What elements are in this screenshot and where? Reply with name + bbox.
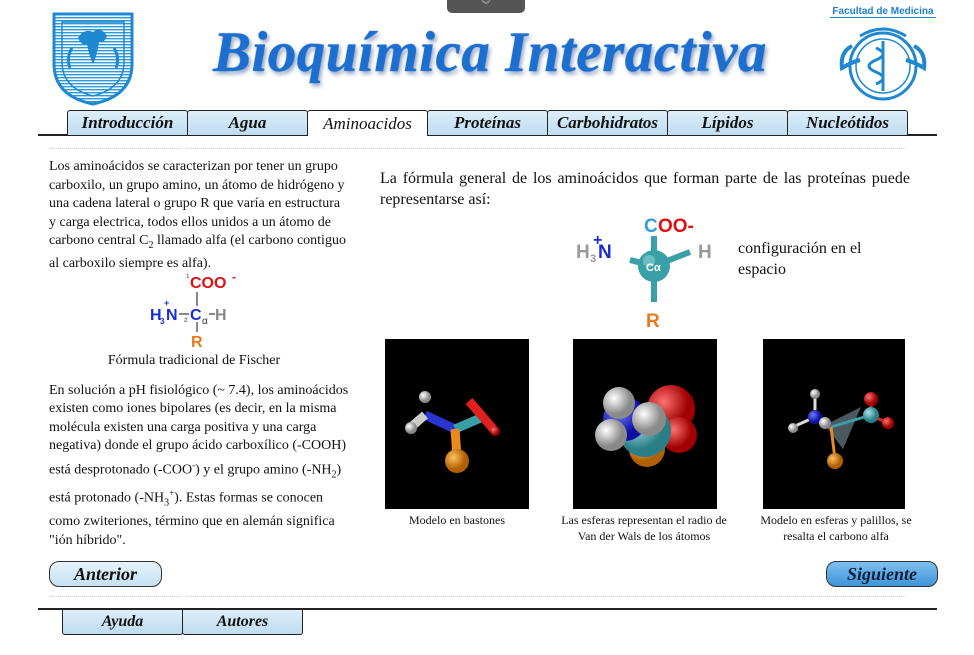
fischer-n: N (166, 307, 178, 324)
divider (186, 148, 906, 149)
subscript: 3 (164, 497, 170, 509)
tab-ayuda[interactable]: Ayuda (62, 610, 183, 635)
unam-logo (48, 8, 138, 106)
space-h3: H (576, 242, 590, 263)
tab-proteinas[interactable]: Proteínas (427, 110, 548, 135)
fischer-c: C (190, 307, 202, 324)
fischer-n-plus: + (164, 298, 170, 308)
ball-stick-model-caption: Modelo en esferas y palillos, se resalta el carbono alfa (760, 513, 912, 543)
tab-autores[interactable]: Autores (182, 610, 303, 635)
subscript: 2 (331, 469, 337, 481)
space-h: H (698, 242, 712, 263)
intro-paragraph (49, 158, 349, 274)
fischer-alpha: α (202, 316, 208, 327)
chevron-down-icon: ︾ (481, 1, 491, 11)
zw-text-3: ) está protonado (-NH (49, 462, 342, 507)
fischer-r: R (191, 334, 203, 351)
tab-agua[interactable]: Agua (187, 110, 308, 135)
next-button[interactable]: Siguiente (826, 561, 938, 587)
divider (186, 596, 906, 597)
space-ca: Cα (646, 262, 661, 274)
previous-button[interactable]: Anterior (49, 561, 162, 587)
tab-carbohidratos[interactable]: Carbohidratos (547, 110, 668, 135)
ball-stick-model-image (763, 339, 905, 509)
zw-text-1: En solución a pH fisiológico (~ 7.4), los aminoácidos existen como iones bipolares (es decir, en la misma molécula existen una carga positiva y una carga negativa) donde el grupo ácido carboxílico (-COOH) está desprotonado (-COO (49, 383, 349, 478)
fischer-coo: COO (190, 275, 227, 292)
intro-text: Los aminoácidos se caracterizan por tener un grupo carboxilo, un grupo amino, un átomo de hidrógeno y una cadena lateral o grupo R que varía en estructura y carga electrica, todos ellos unidos a un átomo de carbono central C (49, 159, 345, 248)
fischer-caption: Fórmula tradicional de Fischer (107, 353, 281, 368)
fischer-num-2: 2 (184, 318, 188, 324)
pull-down-handle[interactable] (447, 0, 525, 13)
tab-introduccion[interactable]: Introducción (67, 110, 188, 135)
facultad-medicina-label: Facultad de Medicina (830, 6, 936, 18)
fischer-num-1: 1 (186, 274, 190, 280)
general-formula-intro: La fórmula general de los aminoácidos que forman parte de las proteínas puede representarse así: (380, 170, 910, 208)
stick-model-image (385, 339, 529, 509)
superscript: + (169, 488, 175, 499)
fischer-formula (148, 272, 248, 352)
subscript: 2 (148, 239, 154, 251)
tab-aminoacidos[interactable]: Aminoacidos (307, 110, 428, 136)
tab-lipidos[interactable]: Lípidos (667, 110, 788, 135)
vdw-model-caption: Las esferas representan el radio de Van der Wals de los átomos (561, 513, 727, 543)
space-coo-o: OO- (658, 216, 694, 237)
intro-text-cont: llamado alfa (el carbono contiguo al carboxilo siempre es alfa). (49, 233, 346, 272)
space-r: R (646, 311, 660, 332)
tab-nucleotidos[interactable]: Nucleótidos (787, 110, 908, 135)
main-nav-tabs (67, 110, 907, 135)
space-n: N (598, 242, 612, 263)
fischer-n-sub: 3 (160, 317, 165, 326)
superscript: - (192, 459, 196, 470)
fischer-coo-charge: - (232, 272, 236, 284)
space-configuration-model (572, 212, 722, 332)
fischer-right-h: H (215, 307, 227, 324)
space-configuration-caption: configuración en el espacio (738, 240, 862, 278)
space-h3-sub: 3 (590, 253, 597, 265)
facultad-medicina-logo (830, 6, 936, 106)
divider (49, 148, 181, 149)
zw-text-2: ) y el grupo amino (-NH (195, 462, 332, 478)
zwitterion-paragraph (49, 382, 349, 550)
space-plus: + (593, 232, 603, 249)
vdw-model-image (573, 339, 717, 509)
fischer-h: H (150, 307, 162, 324)
page-title: Bioquímica Interactiva (212, 21, 768, 84)
zw-text-4: ). Estas formas se conocen como zwiteriones, término que en alemán significa "ión híbrido". (49, 491, 335, 548)
space-coo-c: C (644, 216, 658, 237)
divider (49, 596, 181, 597)
footer-tabs (62, 610, 302, 635)
stick-model-caption: Modelo en bastones (409, 513, 505, 527)
